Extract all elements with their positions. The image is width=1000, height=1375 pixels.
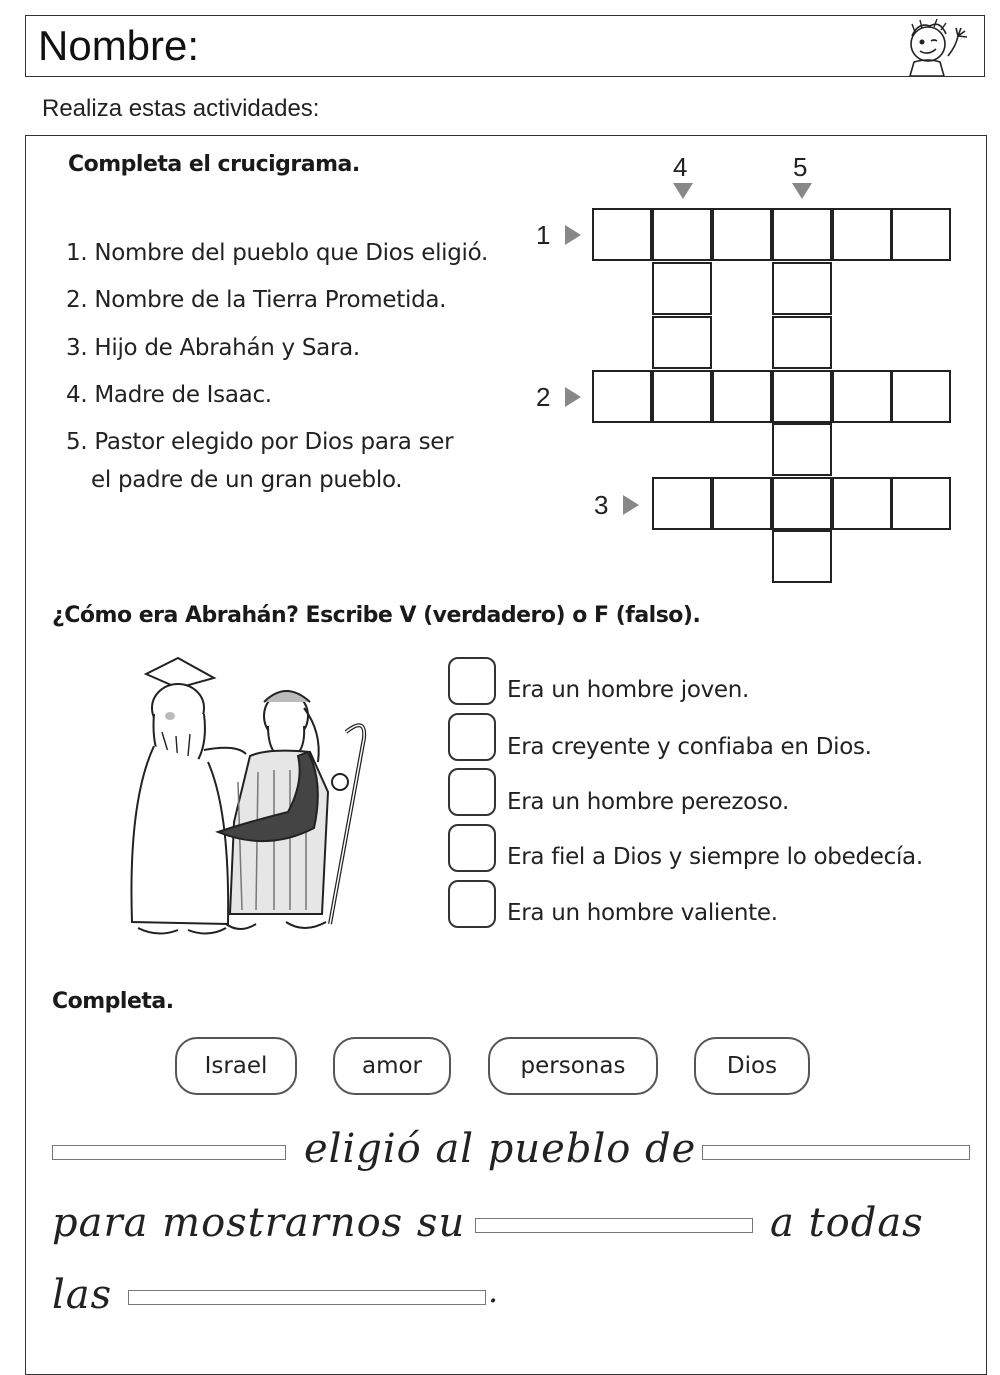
- word-chip-israel[interactable]: Israel: [175, 1037, 297, 1095]
- tf-answer-box[interactable]: [448, 657, 496, 705]
- fill-blank-2[interactable]: [702, 1145, 970, 1160]
- crossword-cell[interactable]: [772, 423, 832, 476]
- crossword-cell[interactable]: [832, 370, 892, 423]
- crossword-cell[interactable]: [592, 370, 652, 423]
- tf-statement: Era fiel a Dios y siempre lo obedecía.: [507, 844, 923, 870]
- word-chip-personas[interactable]: personas: [488, 1037, 658, 1095]
- arrow-right-icon: [565, 387, 581, 407]
- fill-blank-4[interactable]: [128, 1290, 486, 1305]
- truefalse-heading: ¿Cómo era Abrahán? Escribe V (verdadero) o F (falso).: [52, 603, 701, 628]
- tf-statement: Era creyente y confiaba en Dios.: [507, 734, 872, 760]
- crossword-cell[interactable]: [652, 316, 712, 369]
- arrow-down-icon: [673, 183, 693, 199]
- clue-5-continuation: el padre de un gran pueblo.: [91, 467, 403, 493]
- sentence-part-4: las: [52, 1272, 113, 1318]
- tf-statement: Era un hombre valiente.: [507, 900, 778, 926]
- clue-1: 1. Nombre del pueblo que Dios eligió.: [66, 240, 489, 266]
- name-label: Nombre:: [38, 22, 200, 69]
- tf-answer-box[interactable]: [448, 713, 496, 761]
- crossword-cell[interactable]: [652, 208, 712, 261]
- crossword-number-3: 3: [594, 490, 609, 520]
- crossword-cell[interactable]: [832, 208, 892, 261]
- clue-3: 3. Hijo de Abrahán y Sara.: [66, 335, 360, 361]
- word-chip-dios[interactable]: Dios: [694, 1037, 810, 1095]
- tf-statement: Era un hombre perezoso.: [507, 789, 789, 815]
- sentence-part-2: para mostrarnos su: [52, 1200, 466, 1246]
- name-box: [25, 15, 985, 77]
- crossword-number-4: 4: [673, 152, 688, 182]
- crossword-cell[interactable]: [891, 208, 951, 261]
- arrow-right-icon: [623, 495, 639, 515]
- crossword-cell[interactable]: [891, 477, 951, 530]
- complete-heading: Completa.: [52, 989, 174, 1014]
- clue-2: 2. Nombre de la Tierra Prometida.: [66, 287, 447, 313]
- tf-answer-box[interactable]: [448, 824, 496, 872]
- crossword-heading: Completa el crucigrama.: [68, 152, 360, 177]
- tf-answer-box[interactable]: [448, 768, 496, 816]
- abraham-illustration: [118, 652, 378, 942]
- fill-blank-1[interactable]: [52, 1145, 286, 1160]
- crossword-number-1: 1: [536, 220, 551, 250]
- crossword-cell[interactable]: [772, 477, 832, 530]
- crossword-number-2: 2: [536, 382, 551, 412]
- sentence-part-1: eligió al pueblo de: [304, 1126, 697, 1172]
- crossword-cell[interactable]: [712, 477, 772, 530]
- waving-boy-icon: [890, 18, 972, 76]
- clue-5: 5. Pastor elegido por Dios para ser: [66, 429, 454, 455]
- intro-text: Realiza estas actividades:: [42, 95, 320, 122]
- fill-blank-3[interactable]: [475, 1218, 753, 1233]
- sentence-period: .: [488, 1272, 500, 1310]
- crossword-cell[interactable]: [712, 370, 772, 423]
- crossword-cell[interactable]: [891, 370, 951, 423]
- clue-4: 4. Madre de Isaac.: [66, 382, 272, 408]
- crossword-cell[interactable]: [772, 262, 832, 315]
- crossword-cell[interactable]: [772, 370, 832, 423]
- crossword-cell[interactable]: [772, 530, 832, 583]
- crossword-cell[interactable]: [772, 208, 832, 261]
- tf-answer-box[interactable]: [448, 880, 496, 928]
- crossword-cell[interactable]: [652, 262, 712, 315]
- crossword-cell[interactable]: [712, 208, 772, 261]
- crossword-cell[interactable]: [652, 477, 712, 530]
- crossword-cell[interactable]: [832, 477, 892, 530]
- arrow-right-icon: [565, 225, 581, 245]
- crossword-cell[interactable]: [652, 370, 712, 423]
- arrow-down-icon: [792, 183, 812, 199]
- sentence-part-3: a todas: [770, 1200, 924, 1246]
- tf-statement: Era un hombre joven.: [507, 677, 750, 703]
- crossword-cell[interactable]: [772, 316, 832, 369]
- word-chip-amor[interactable]: amor: [333, 1037, 451, 1095]
- crossword-number-5: 5: [793, 152, 808, 182]
- crossword-cell[interactable]: [592, 208, 652, 261]
